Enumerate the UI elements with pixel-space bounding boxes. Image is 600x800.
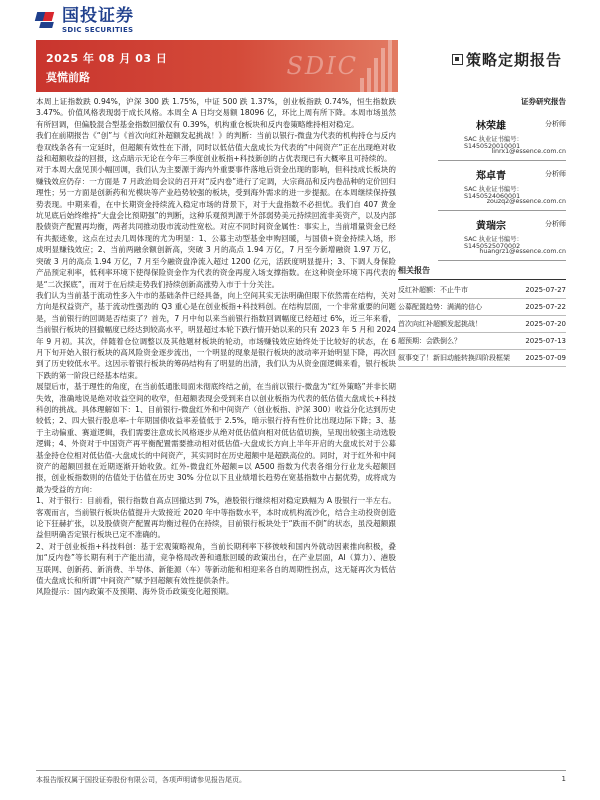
analyst-cert: SAC 执业证书编号：S1450524060001 <box>464 186 523 200</box>
body-paragraph: 2、对于创业板指+科技料创：基于宏观策略视角，当前长期利率下移彼岐和国内外就动因素推向积极，叠加“反内卷”等长期有利于产能出清，竞争格局改善和通胀回暖的政策出台，在产业层面，AI（算力）、港股互联网、创新药、新消费、半导体、新能源（车）等新动能和相迎来各自的周期性拐点，这无疑再次为低估值大盘成长和所谓“中间资产”赋予回超额有效性提供条件。 <box>36 541 396 586</box>
analyst-email[interactable]: zouzq2@essence.com.cn <box>486 198 566 205</box>
analyst-cert: SAC 执业证书编号：S1450520010001 <box>464 136 523 150</box>
page-footer <box>36 770 566 785</box>
body-paragraph: 展望后市，基于理性的角度，在当前低通胀局面未彻底终结之前，在当前以银行-微盘为“红外策略”并非长期失效，准确地说是绝对收益空间的收窄，但超额表现会受到来自以创业板指为代表的低估值大盘成长+科技科创的挑战。具体理解如下：1、目前银行-微盘红外和中间资产（创业板指、沪深 300）收益分化达到历史较低；2、四大银行股息率-十年期国债收益率差值低于 2.5%，暗示银行持有性价比出现边际下降；3、基于主动偏重、赛道逻辑，我们需要注意成长风格逐步从绝对低估值向相对低估值切换，呈现出较强主动选股逻辑；4、外资对于中国资产再平衡配置需要推动相对低估值-大盘成长方向上半年开启的大盘成长对于公募基金持仓位相对低估值-大盘成长的中间资产，其实同时在历史超额中是超跌高位的。同时，对于红外和中间资产的超额回报在近期逐渐开始收敛。红外-微盘红外超额=以 A500 指数为代表各细分行业龙头超额回报，创业板指数则的估值处于估值在历史 30% 分位以下且业绩增长趋势在宽基指数中占据优势，成将成为最为受益的方向： <box>36 382 396 494</box>
related-report-item[interactable] <box>398 282 566 299</box>
related-report-title: 公募配置趋势：满满的信心 <box>398 303 482 311</box>
logo-name-en: SDIC SECURITIES <box>62 26 134 34</box>
report-type <box>452 49 562 70</box>
analyst-role: 分析师 <box>545 220 566 228</box>
related-report-date: 2025-07-20 <box>525 320 566 328</box>
related-report-item[interactable] <box>398 350 566 367</box>
main-body <box>36 96 396 756</box>
divider <box>438 160 566 161</box>
report-type-icon <box>452 54 463 65</box>
analyst-role: 分析师 <box>545 170 566 178</box>
related-report-item[interactable] <box>398 333 566 350</box>
body-paragraph: 对于本周大盘见顶小幅回调，我们认为主要源于海内外重要事件落地后资金出现的影响，但科技成长板块的赚钱效应仍存：一方面是 7 月政治局会议的召开对“反内卷”进行了定调，大宗商品和反内卷品种的定价回归理性；另一方面是创新药和光模块等产业趋势较强的板块，受到海外需求的进一步提振。在本周继续保持强势表现。中期来看，在中长期资金持续流入稳定市场的背景下，对于大盘指数不必担忧。我们自 407 黄金坑见底后始终维持“大盘会比预期强”的判断，这种乐观预判源于外部弱势美元持续回流非美资产，以及内部股债资产配置再均衡，两者共同推动股市流动性宽松。对应不同时间资金属性：事实上，当前增量资金已经有共振迹象，这点在过去几周体现的尤为明显：1、公募主动型基金申购回暖，与国债+资金持续入场，形成明显赚钱效应；2、当前两融余额创新高，突破 3 月的高点 1.94 万亿，7 月至今新增融资 1.97 万亿，突破 3 月的高点 1.94 万亿，7 月至今融资盘净流入超过 1200 亿元，活跃度明显提升；3、下调人身保险产品预定利率，低利率环境下使得保险资金作为代表的资金再度入场支撑指数。在这种资金环境下再代表的是“二次探底”，而对于在后续走势我们持续创新高涨势入市于十分关注。 <box>36 165 396 289</box>
body-paragraph: 1、对于银行：目前看，银行指数自高点回撤达到 7%，港股银行继续相对稳定跌幅为 A 股银行一半左右。客观而言，当前银行板块估值提升大致接近 2020 年中等指数水平，本时成机构流沙化，结合主动投资创造论下狂赫扩张，以及股债资产配置再均衡过程仍在持续，目前银行板块处于“跌而不倒”的状态，虽没超额跟益但明确否定银行板块已定不准确的。 <box>36 496 396 540</box>
analyst-card <box>398 217 566 267</box>
risk-warning: 风险提示：国内政策不及预期、海外货币政策变化超预期。 <box>36 587 234 597</box>
body-paragraph: 我们认为当前基于流动性多入牛市的基础条件已经具备，向上空间其实无法明确但眼下依然需在结构，关对方向是权益资产，基于流动性强劲的 Q3 重心是在创业板指+科技料创。在结构层面，一个非常重要的问题是，当前银行的回调是否结束了？首先，7 月中旬以来当前银行指数回调幅度已经超过 6%，近三年来看，当前银行板块的回撤幅度已经达到较高水平，明显超过本轮下跌行情开始以来的只有 2023 年 5 月和 2024 年 9 月初。其次，伴随着仓位调整以及其他题材板块的轮动，市场赚钱效应始终处于比较好的状态，在 6 月下旬开始入银行板块的高风险资金逐步流出，一个明显的现象是银行板块的波动率开始明显下降，再次回到了历史较低水平。这因示着银行板块的筹码结构有了明显的出清，我们认为从资金面逻辑来看，银行板块下跌的第一阶段已经基本结束。 <box>36 290 396 380</box>
analyst-email[interactable]: linrx1@essence.com.cn <box>491 148 566 155</box>
company-logo <box>36 8 134 34</box>
logo-mark-icon <box>36 10 58 32</box>
report-type-label: 策略定期报告 <box>466 51 563 69</box>
analyst-card <box>398 117 566 167</box>
report-title: 莫慌前路 <box>46 71 90 84</box>
copyright-notice: 本报告版权属于国投证券股份有限公司，各项声明请参见报告尾页。 <box>36 776 246 784</box>
section-title: 证券研究报告 <box>521 97 566 106</box>
analyst-name: 黄瑞宗 <box>476 221 506 232</box>
analyst-card <box>398 167 566 217</box>
banner-bars-decoration <box>360 40 394 92</box>
related-report-title: 叙事变了！新旧动能转换四阶段框架 <box>398 354 510 362</box>
related-report-date: 2025-07-27 <box>525 286 566 294</box>
related-report-date: 2025-07-13 <box>525 337 566 345</box>
body-paragraph: 本周上证指数跌 0.94%，沪深 300 跌 1.75%，中证 500 跌 1.37%，创业板指跌 0.74%，恒生指数跌 3.47%。价值风格表现弱于成长风格。本周全 A 日均交易额 18096 亿，环比上周有所下降。本周市场虽然有所回调，但偏股混合型基金指数回撤仅有 0.39%，机构重仓板块和反内卷策略维持相对稳定。 <box>36 97 396 129</box>
related-report-item[interactable] <box>398 299 566 316</box>
related-report-title: 反红补超额：不止牛市 <box>398 286 468 294</box>
analyst-cert: SAC 执业证书编号：S1450525070002 <box>464 236 523 250</box>
related-reports <box>398 265 566 367</box>
analyst-role: 分析师 <box>545 120 566 128</box>
analyst-panel <box>398 96 566 267</box>
page-number: 1 <box>561 775 566 783</box>
related-report-title: 超预期：会跌倒么？ <box>398 337 461 345</box>
analyst-name: 林荣雄 <box>476 121 506 132</box>
related-reports-title: 相关报告 <box>398 265 566 280</box>
related-report-title: 首次向红补超额发起挑战！ <box>398 320 482 328</box>
analyst-email[interactable]: huangrz1@essence.com.cn <box>479 248 566 255</box>
related-report-date: 2025-07-22 <box>525 303 566 311</box>
related-report-item[interactable] <box>398 316 566 333</box>
related-report-date: 2025-07-09 <box>525 354 566 362</box>
body-paragraph: 我们在前期报告《“创”与《首次向红补超额发起挑战！》的判断：当前以银行-微盘为代表的机构持仓与反内卷双线条各有一定延时，但超额有效性在下滑，同时以低估值大盘成长为代表的“中间资产”正在出现绝对收益和超额收益的回报，这点暗示无论在今年三季度创业板指+科技新创的占优表现已有大概率且可持续的。 <box>36 131 396 164</box>
banner-watermark: SDIC <box>286 52 358 80</box>
divider <box>438 210 566 211</box>
divider <box>438 260 566 261</box>
logo-name-cn: 国投证券 <box>62 6 134 26</box>
analyst-name: 郑卓青 <box>476 171 506 182</box>
report-date: 2025 年 08 月 03 日 <box>46 52 168 65</box>
title-banner <box>36 40 398 92</box>
